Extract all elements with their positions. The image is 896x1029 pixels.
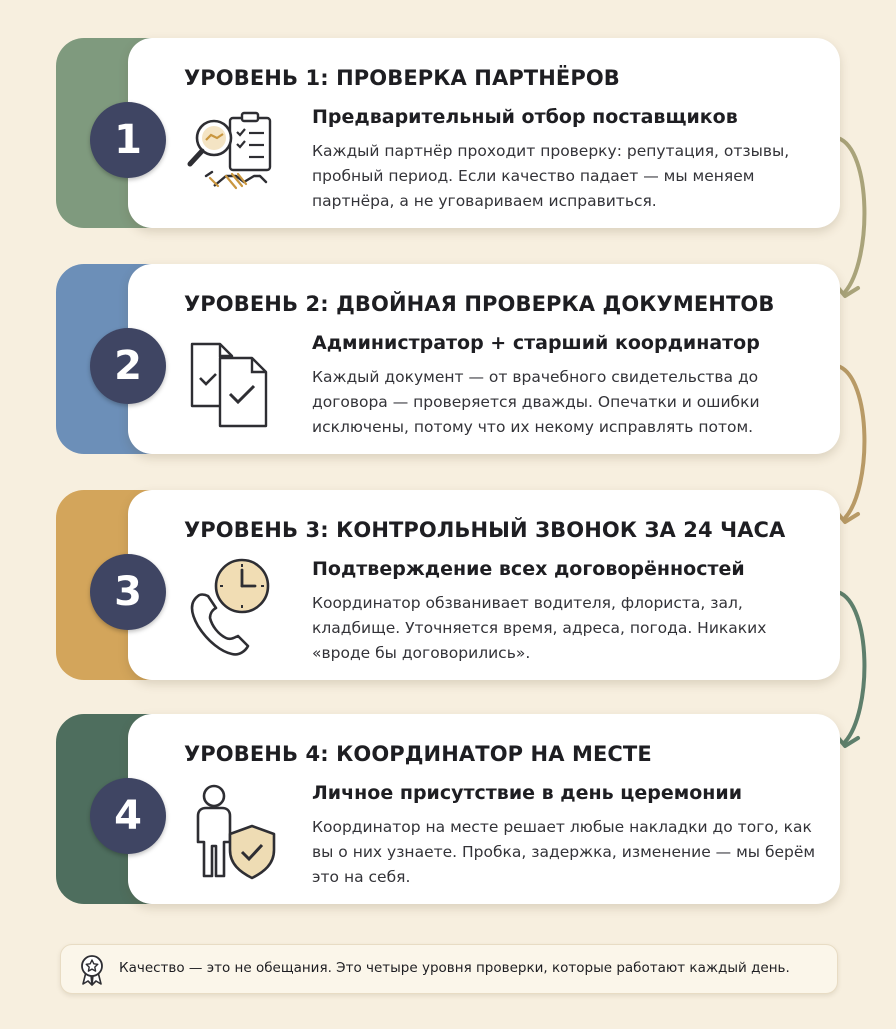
level-2-number-badge: 2 xyxy=(90,328,166,404)
level-3-description: Координатор обзванивает водителя, флориста, зал, кладбище. Уточняется время, адреса, погода. Никаких «вроде бы договорились». xyxy=(312,594,767,662)
level-3 xyxy=(56,490,840,680)
level-4-number-badge: 4 xyxy=(90,778,166,854)
level-3-number-badge: 3 xyxy=(90,554,166,630)
connector-arrow-2-3 xyxy=(838,366,864,518)
footer-note xyxy=(60,944,838,994)
level-1 xyxy=(56,38,840,228)
level-3-subtitle: Подтверждение всех договорённостей xyxy=(312,558,745,580)
level-3-title: УРОВЕНЬ 3: КОНТРОЛЬНЫЙ ЗВОНОК ЗА 24 ЧАСА xyxy=(184,518,786,542)
level-2-card xyxy=(128,264,840,454)
magnifier-handshake-checklist-icon xyxy=(180,104,284,208)
phone-clock-icon xyxy=(180,556,284,660)
level-1-card xyxy=(128,38,840,228)
level-3-card xyxy=(128,490,840,680)
level-2-description: Каждый документ — от врачебного свидетельства до договора — проверяется дважды. Опечатки и ошибки исключены, потому что их некому исправлять потом. xyxy=(312,368,760,436)
level-1-description: Каждый партнёр проходит проверку: репутация, отзывы, пробный период. Если качество падает — мы меняем партнёра, а не уговариваем исправиться. xyxy=(312,142,790,210)
level-2 xyxy=(56,264,840,454)
level-4-card xyxy=(128,714,840,904)
award-badge-icon xyxy=(79,954,105,986)
level-4 xyxy=(56,714,840,904)
level-2-title: УРОВЕНЬ 2: ДВОЙНАЯ ПРОВЕРКА ДОКУМЕНТОВ xyxy=(184,292,775,316)
connector-arrow-3-4 xyxy=(838,592,864,742)
person-shield-check-icon xyxy=(180,780,284,884)
level-1-number-badge: 1 xyxy=(90,102,166,178)
connector-arrow-1-2 xyxy=(838,138,864,292)
level-4-title: УРОВЕНЬ 4: КООРДИНАТОР НА МЕСТЕ xyxy=(184,742,652,766)
level-1-title: УРОВЕНЬ 1: ПРОВЕРКА ПАРТНЁРОВ xyxy=(184,66,620,90)
double-document-check-icon xyxy=(180,330,284,434)
level-2-subtitle: Администратор + старший координатор xyxy=(312,332,760,354)
level-4-description: Координатор на месте решает любые накладки до того, как вы о них узнаете. Пробка, задержка, изменение — мы берём это на себя. xyxy=(312,818,816,886)
level-4-subtitle: Личное присутствие в день церемонии xyxy=(312,782,743,804)
footer-text: Качество — это не обещания. Это четыре уровня проверки, которые работают каждый день. xyxy=(119,960,790,976)
level-1-subtitle: Предварительный отбор поставщиков xyxy=(312,106,738,128)
